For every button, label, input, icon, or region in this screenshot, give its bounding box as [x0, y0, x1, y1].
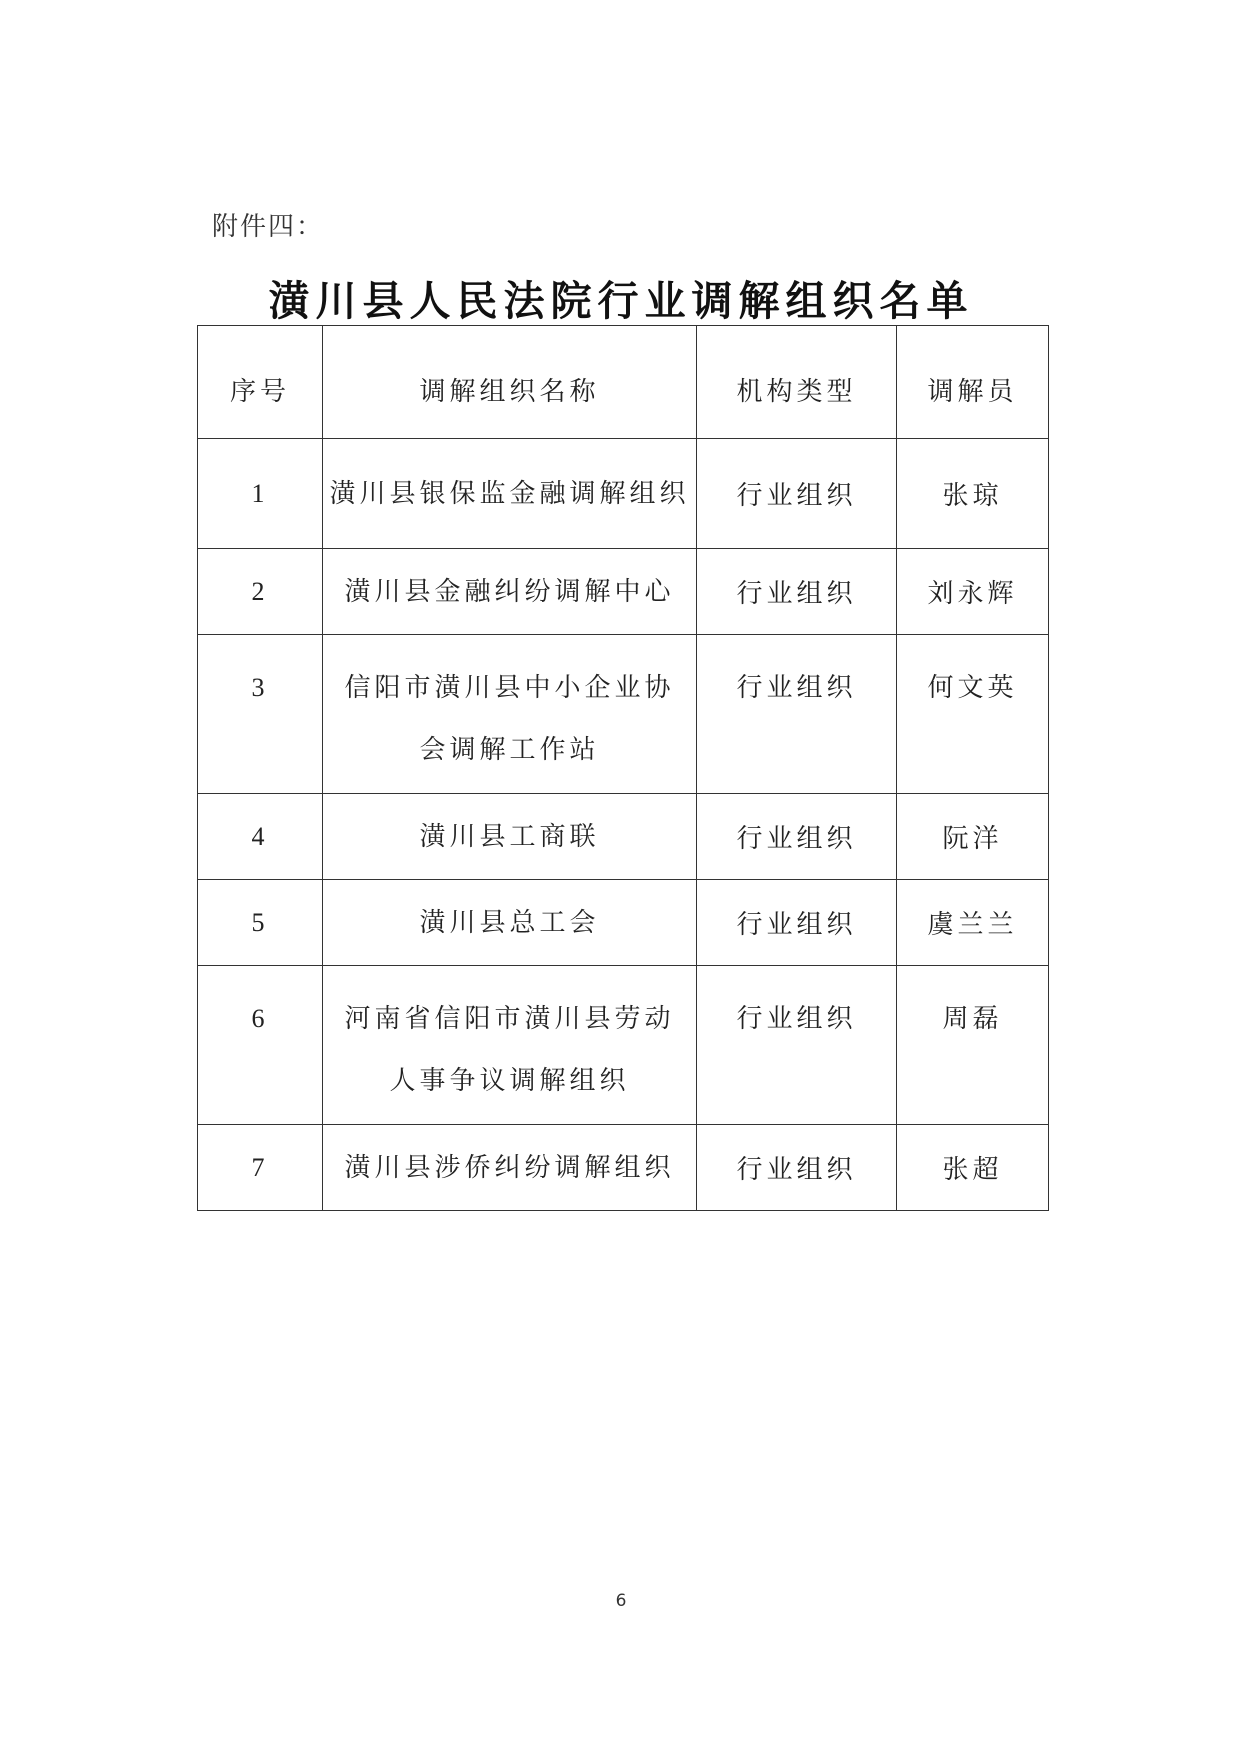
row-org-type: 行业组织 [697, 880, 897, 966]
row-index: 7 [198, 1125, 323, 1211]
org-name-line: 潢川县涉侨纠纷调解组织 [344, 1152, 675, 1183]
header-org-type: 机构类型 [697, 326, 897, 439]
row-index: 4 [198, 794, 323, 880]
row-mediator: 阮洋 [897, 794, 1049, 880]
table-row [198, 439, 1049, 549]
mediator-text: 何文英 [927, 673, 1018, 703]
row-index: 1 [198, 439, 323, 549]
row-index [198, 635, 323, 794]
row-index-text: 3 [251, 673, 269, 702]
org-name-line: 会调解工作站 [419, 735, 600, 765]
row-org-name [323, 439, 697, 549]
row-mediator: 张琼 [897, 439, 1049, 549]
row-org-name [323, 635, 697, 794]
table-row [198, 1125, 1049, 1211]
org-name-line: 潢川县金融纠纷调解中心 [344, 576, 675, 607]
page-number: 6 [615, 1591, 627, 1611]
header-org-name: 调解组织名称 [323, 326, 697, 439]
row-org-type: 行业组织 [697, 439, 897, 549]
header-mediator: 调解员 [897, 326, 1049, 439]
org-name-line: 河南省信阳市潢川县劳动 [344, 1004, 675, 1034]
row-org-type: 行业组织 [697, 794, 897, 880]
row-org-name [323, 966, 697, 1125]
row-mediator: 虞兰兰 [897, 880, 1049, 966]
table-row [198, 880, 1049, 966]
org-name-line: 人事争议调解组织 [389, 1066, 630, 1096]
org-type-text: 行业组织 [736, 673, 857, 703]
table-header-row [198, 326, 1049, 439]
row-mediator [897, 966, 1049, 1125]
org-name-line: 潢川县工商联 [419, 821, 600, 852]
row-mediator [897, 635, 1049, 794]
row-org-name [323, 794, 697, 880]
table-row [198, 794, 1049, 880]
row-org-type: 行业组织 [697, 549, 897, 635]
org-name-line: 潢川县银保监金融调解组织 [329, 478, 690, 509]
row-org-type: 行业组织 [697, 1125, 897, 1211]
row-org-type [697, 966, 897, 1125]
table-row [198, 549, 1049, 635]
row-org-name [323, 1125, 697, 1211]
row-org-type [697, 635, 897, 794]
org-type-text: 行业组织 [736, 1004, 857, 1034]
org-name-line: 潢川县总工会 [419, 907, 600, 938]
row-org-name [323, 549, 697, 635]
row-mediator: 刘永辉 [897, 549, 1049, 635]
org-name-line: 信阳市潢川县中小企业协 [344, 673, 675, 703]
mediator-text: 周磊 [942, 1004, 1003, 1034]
document-title: 潢川县人民法院行业调解组织名单 [268, 277, 974, 325]
row-index: 5 [198, 880, 323, 966]
header-index: 序号 [198, 326, 323, 439]
table-row [198, 635, 1049, 794]
row-index-text: 6 [251, 1004, 269, 1033]
attachment-label: 附件四： [212, 212, 325, 242]
row-mediator: 张超 [897, 1125, 1049, 1211]
mediation-organization-table [197, 325, 1049, 1211]
row-org-name [323, 880, 697, 966]
row-index [198, 966, 323, 1125]
table-row [198, 966, 1049, 1125]
row-index: 2 [198, 549, 323, 635]
